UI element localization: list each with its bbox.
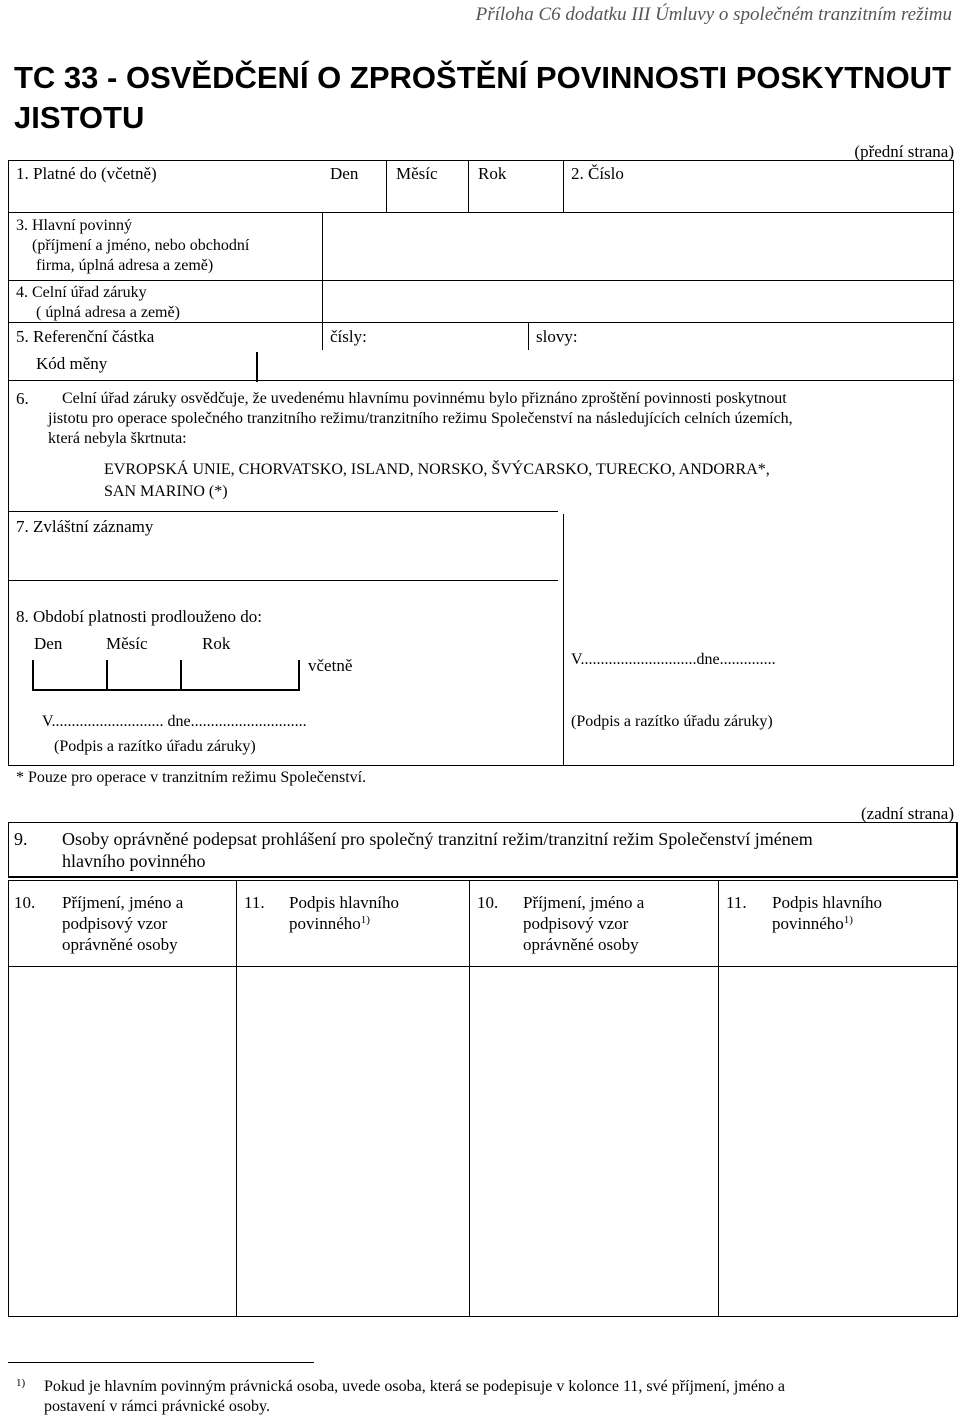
box9-text	[62, 828, 942, 872]
box6-line-3: která nebyla škrtnuta:	[48, 430, 187, 447]
col10b-line-3: oprávněné osoby	[523, 935, 639, 954]
col11b-line-1: Podpis hlavního	[772, 893, 883, 912]
col11a-footnote-ref: 1)	[360, 914, 370, 926]
box4-bottom-line	[8, 322, 954, 323]
col10b-number: 10.	[477, 893, 499, 912]
valid-month-label: Měsíc	[396, 164, 438, 183]
box3-line-2: (příjmení a jméno, nebo obchodní	[32, 237, 250, 254]
box7-right-divider	[563, 514, 564, 766]
col11a-line-1: Podpis hlavního	[289, 893, 400, 912]
box9-line-1: Osoby oprávněné podepsat prohlášení pro společný tranzitní režim/tranzitní režim Společenství jménem	[62, 829, 813, 849]
valid-until-label: 1. Platné do (včetně)	[16, 164, 157, 183]
box6-number: 6.	[16, 389, 29, 408]
extension-date-baseline	[32, 689, 300, 691]
col10a-line-2: podpisový vzor	[62, 914, 168, 933]
row1-divider-b	[468, 160, 469, 212]
extension-date-tick-2	[106, 660, 108, 690]
footnote-line-2: postavení v rámci právnické osoby.	[44, 1398, 271, 1415]
box4-line-1: 4. Celní úřad záruky	[16, 284, 147, 301]
box7-bottom-line	[8, 580, 558, 581]
footnote-star: * Pouze pro operace v tranzitním režimu Společenství.	[16, 769, 367, 786]
box9-number: 9.	[14, 829, 28, 849]
signatures-header-line	[8, 966, 958, 967]
footnote-mark: 1)	[16, 1377, 26, 1389]
place-date-left: V............................ dne.............................	[42, 713, 307, 730]
row1-divider-c	[563, 160, 564, 212]
box6-text	[48, 389, 948, 449]
page-title	[14, 58, 951, 138]
footnote-line-1: Pokud je hlavním povinným právnická osoba, uvede osoba, která se podepisuje v kolonce 11, své příjmení, jméno a	[44, 1378, 786, 1395]
box5-divider-a	[322, 322, 323, 350]
countries-list	[104, 459, 770, 503]
col11a-label	[289, 892, 399, 934]
stamp-label-left: (Podpis a razítko úřadu záruky)	[54, 738, 256, 755]
box9-line-2: hlavního povinného	[62, 851, 206, 871]
col10a-label	[62, 892, 183, 955]
extension-date-tick-4	[298, 660, 300, 690]
back-side-label: (zadní strana)	[861, 804, 954, 823]
currency-code-label: Kód měny	[36, 354, 108, 373]
box4-office-label	[16, 283, 180, 323]
extension-label: 8. Období platnosti prodlouženo do:	[16, 607, 263, 626]
col11b-line-2	[772, 913, 882, 934]
box5-divider-b	[528, 322, 529, 350]
box3-bottom-line	[8, 280, 954, 281]
extension-year-label: Rok	[202, 634, 231, 653]
signatures-col-divider-3	[718, 880, 719, 1317]
signatures-col-divider-1	[236, 880, 237, 1317]
box3-line-3: firma, úplná adresa a země)	[36, 257, 214, 274]
col10a-line-3: oprávněné osoby	[62, 935, 178, 954]
amount-words-label: slovy:	[536, 327, 578, 346]
col11b-line-2-text: povinného	[772, 914, 844, 933]
row1-divider-a	[386, 160, 387, 212]
box3-principal-label	[16, 216, 249, 276]
reference-amount-label: 5. Referenční částka	[16, 327, 155, 346]
stamp-label-right: (Podpis a razítko úřadu záruky)	[571, 713, 773, 730]
box6-line-1: Celní úřad záruky osvědčuje, že uvedenému hlavnímu povinnému bylo přiznáno zproštění povinnosti poskytnout	[62, 390, 787, 407]
row1-bottom-line	[8, 212, 954, 213]
col11b-footnote-ref: 1)	[843, 914, 853, 926]
countries-line-1: EVROPSKÁ UNIE, CHORVATSKO, ISLAND, NORSKO, ŠVÝCARSKO, TURECKO, ANDORRA*,	[104, 461, 770, 478]
col11a-number: 11.	[244, 893, 265, 912]
col11a-line-2-text: povinného	[289, 914, 361, 933]
signatures-col-divider-2	[469, 880, 470, 1317]
box4-line-2: ( úplná adresa a země)	[36, 304, 180, 321]
extension-month-label: Měsíc	[106, 634, 148, 653]
extension-inclusive-label: včetně	[308, 656, 353, 675]
title-line-1: TC 33 - OSVĚDČENÍ O ZPROŠTĚNÍ POVINNOSTI POSKYTNOUT	[14, 60, 952, 95]
col11a-line-2	[289, 913, 399, 934]
special-notes-label: 7. Zvláštní záznamy	[16, 517, 154, 536]
place-date-right: V.............................dne..............	[571, 651, 776, 668]
box6-line-2: jistotu pro operace společného tranzitního režimu/tranzitního režimu Společenství na následujících celních územích,	[48, 410, 793, 427]
box3-line-1: 3. Hlavní povinný	[16, 217, 132, 234]
box3-divider	[322, 212, 323, 280]
number-label: 2. Číslo	[571, 164, 624, 183]
col10b-line-2: podpisový vzor	[523, 914, 629, 933]
countries-line-2: SAN MARINO (*)	[104, 483, 228, 500]
extension-day-label: Den	[34, 634, 63, 653]
col11b-number: 11.	[726, 893, 747, 912]
footnote-text	[44, 1377, 944, 1417]
extension-date-tick-1	[32, 660, 34, 690]
front-side-label: (přední strana)	[854, 142, 954, 161]
col10a-line-1: Příjmení, jméno a	[62, 893, 184, 912]
box4-divider	[322, 280, 323, 322]
currency-code-tick	[256, 352, 258, 382]
col10a-number: 10.	[14, 893, 36, 912]
box5-bottom-line	[8, 380, 954, 381]
header-note: Příloha C6 dodatku III Úmluvy o společném tranzitním režimu	[475, 4, 952, 25]
footnote-separator	[8, 1362, 314, 1363]
extension-date-tick-3	[180, 660, 182, 690]
box7-top-line	[8, 511, 558, 512]
amount-figures-label: čísly:	[330, 327, 367, 346]
title-line-2: JISTOTU	[14, 100, 145, 135]
valid-year-label: Rok	[478, 164, 507, 183]
col11b-label	[772, 892, 882, 934]
col10b-label	[523, 892, 644, 955]
col10b-line-1: Příjmení, jméno a	[523, 893, 645, 912]
valid-day-label: Den	[330, 164, 359, 183]
